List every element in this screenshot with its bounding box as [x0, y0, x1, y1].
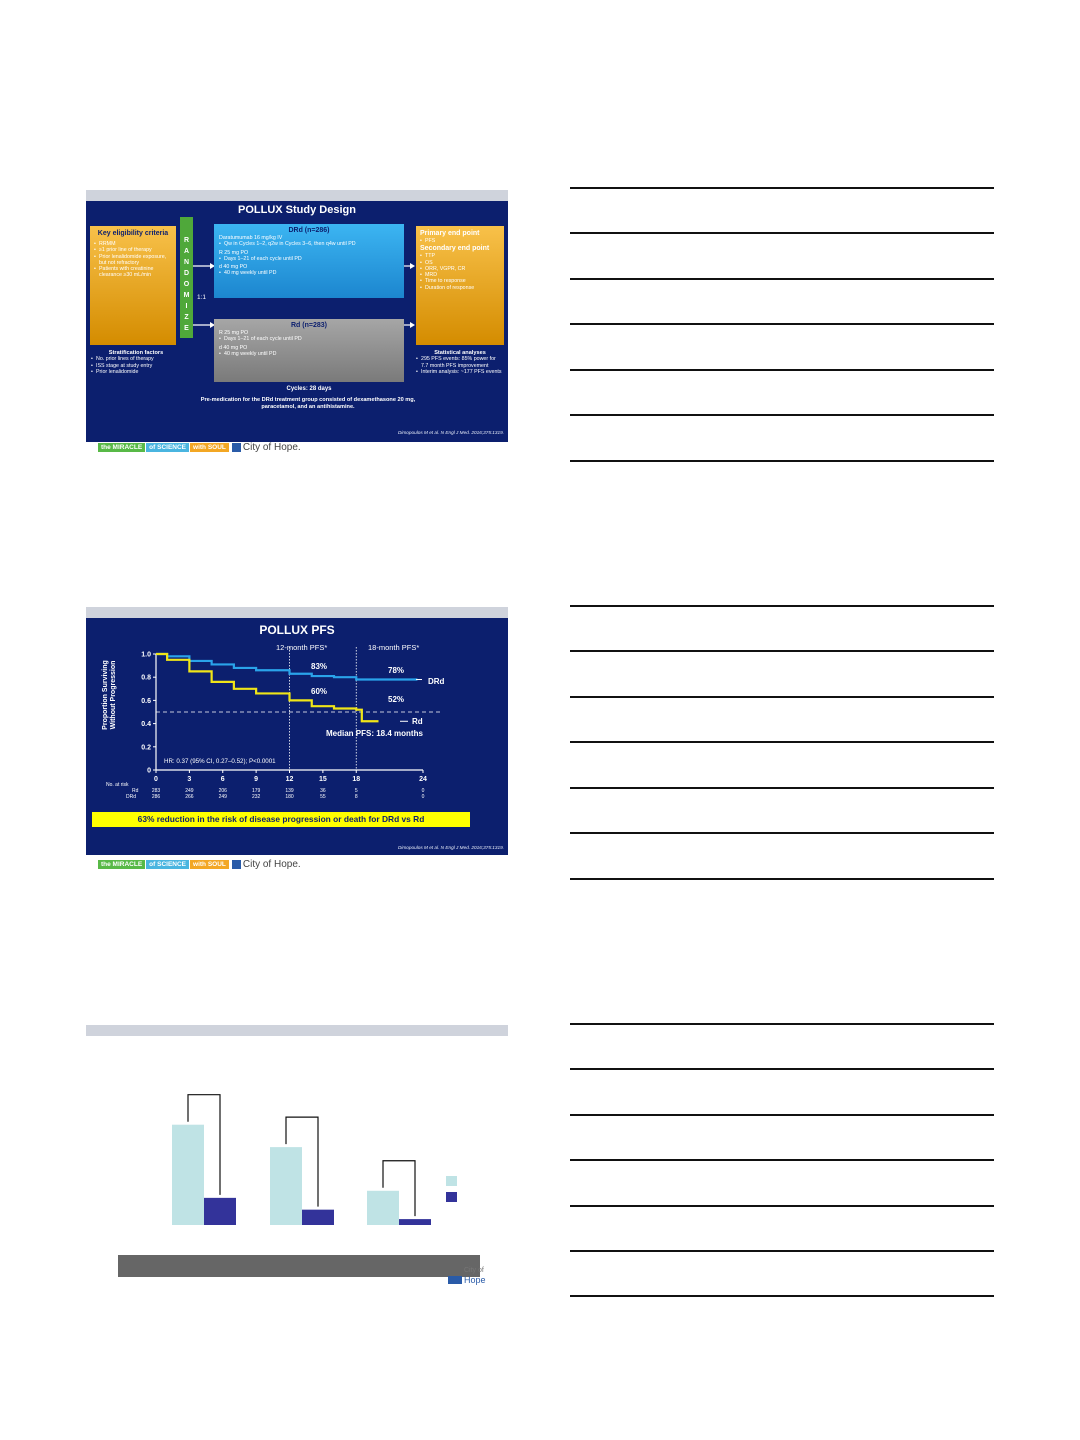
drd-arm-box: [214, 224, 404, 298]
risk-drd-value: 180: [285, 794, 294, 800]
notes-lines-1: [570, 187, 994, 463]
note-line: [570, 741, 994, 743]
risk-drd-value: 249: [218, 794, 227, 800]
randomize-letter: D: [183, 270, 190, 277]
x-tick-label: 9: [254, 776, 259, 783]
callout-banner: 63% reduction in the risk of disease progression or death for DRd vs Rd: [92, 812, 470, 827]
secondary-endpoint-item: • Duration of response: [420, 285, 500, 291]
risk-rd-value: 139: [285, 788, 294, 794]
city-of-hope-icon: [448, 1276, 462, 1284]
risk-rd-value: 5: [354, 788, 358, 794]
ratio-label: 1:1: [197, 294, 207, 301]
rd-arm-text: R 25 mg PO: [219, 330, 249, 336]
risk-rd-value: 0: [421, 788, 425, 794]
city-of-hope-icon: [232, 860, 241, 869]
stratification-item: • Prior lenalidomide: [91, 369, 181, 375]
footer-tag-miracle: the MIRACLE: [98, 443, 145, 452]
pfs18-header: 18-month PFS*: [368, 643, 420, 652]
x-tick-label: 15: [318, 776, 327, 783]
rd-series-label: Rd: [412, 717, 423, 726]
eligibility-item: • Prior lenalidomide exposure, but not refractory: [94, 254, 172, 267]
footer-tag-science: of SCIENCE: [146, 860, 189, 869]
randomize-letter: R: [183, 237, 190, 244]
footer-tag-soul: with SOUL: [190, 443, 229, 452]
secondary-endpoint-item: • Time to response: [420, 278, 500, 284]
footer-tag-soul: with SOUL: [190, 860, 229, 869]
x-tick-label: 12: [285, 776, 294, 783]
drd-arm-text: d 40 mg PO: [219, 264, 248, 271]
notes-lines-2: [570, 605, 994, 881]
drd-series-label: DRd: [428, 677, 445, 686]
eligibility-heading: Key eligibility criteria: [97, 230, 169, 237]
hazard-ratio-label: HR: 0.37 (95% CI, 0.27–0.52); P<0.0001: [164, 758, 276, 765]
y-tick-label: 0.4: [141, 721, 151, 729]
response-slide: [86, 1025, 508, 1295]
secondary-endpoint-item: • MRD: [420, 272, 500, 278]
eligibility-item: • Patients with creatinine clearance ≥30 mL/min: [94, 266, 172, 279]
drd-arm-text: R 25 mg PO: [219, 249, 249, 256]
risk-drd-value: 266: [185, 794, 194, 800]
median-pfs-label: Median PFS: 18.4 months: [326, 729, 423, 738]
pfs12-header: 12-month PFS*: [276, 643, 328, 652]
drd-survival-curve: [156, 654, 417, 680]
y-axis-label-line: Without Progression: [110, 660, 117, 730]
x-tick-label: 24: [419, 776, 427, 783]
stats-item: • 295 PFS events: 85% power for 7.7 month PFS improvement: [416, 356, 504, 369]
note-line: [570, 369, 994, 371]
note-line: [570, 414, 994, 416]
note-line: [570, 278, 994, 280]
stats-item: • Interim analysis: ~177 PFS events: [416, 369, 504, 375]
note-line: [570, 832, 994, 834]
secondary-endpoint-item: • ORR, VGPR, CR: [420, 266, 500, 272]
y-tick-label: 0.8: [141, 674, 151, 682]
note-line: [570, 323, 994, 325]
randomize-letter: N: [183, 259, 190, 266]
x-tick-label: 0: [154, 776, 158, 783]
risk-rd-value: 283: [151, 788, 161, 794]
bottom-banner: [118, 1255, 480, 1277]
y-axis-label: [102, 655, 118, 735]
note-line: [570, 460, 994, 462]
note-line: [570, 650, 994, 652]
drd-arm-bullet: • Days 1–21 of each cycle until PD: [219, 256, 399, 262]
premedication-note: Pre-medication for the DRd treatment group consisted of dexamethasone 20 mg, paracetamol, and an antihistamine.: [200, 397, 416, 410]
city-of-hope-logo: [448, 1267, 508, 1287]
label-52: 52%: [388, 695, 405, 704]
rd-arm-bullet: • 40 mg weekly until PD: [219, 351, 399, 357]
drd-arm-bullet: • 40 mg weekly until PD: [219, 270, 399, 276]
note-line: [570, 1205, 994, 1207]
rd-arm-heading: Rd (n=283): [291, 322, 327, 329]
bar-dark: [204, 1198, 236, 1225]
note-line: [570, 696, 994, 698]
note-line: [570, 787, 994, 789]
risk-rd-value: 179: [251, 788, 261, 794]
secondary-endpoint-item: • TTP: [420, 253, 500, 259]
x-tick-label: 3: [187, 776, 192, 783]
slide-title: POLLUX Study Design: [238, 204, 356, 216]
risk-rd-value: 249: [185, 788, 194, 794]
note-line: [570, 1068, 994, 1070]
secondary-endpoint-heading: Secondary end point: [420, 245, 490, 253]
rd-survival-curve: [156, 654, 379, 721]
eligibility-item: • ≥1 prior line of therapy: [94, 247, 172, 253]
randomize-letter: E: [184, 325, 189, 332]
label-60: 60%: [311, 687, 328, 696]
y-tick-label: 0: [147, 767, 151, 775]
y-tick-label: 1.0: [141, 651, 151, 659]
study-design-slide: [86, 190, 508, 442]
eligibility-item: • RRMM: [94, 241, 172, 247]
secondary-endpoint-item: • OS: [420, 260, 500, 266]
y-axis-label-line: Proportion Surviving: [102, 660, 109, 730]
risk-drd-label: DRd: [126, 794, 137, 800]
risk-drd-value: 286: [151, 794, 161, 800]
note-line: [570, 232, 994, 234]
footer-tag-miracle: the MIRACLE: [98, 860, 145, 869]
legend-swatch-light: [446, 1176, 457, 1186]
y-tick-label: 0.2: [141, 744, 151, 752]
x-tick-label: 18: [352, 776, 361, 783]
rd-arm-box: [214, 319, 404, 382]
rd-arm-text: d 40 mg PO: [219, 344, 248, 351]
risk-rd-value: 36: [320, 788, 326, 794]
drd-arm-bullet: • Qw in Cycles 1–2, q2w in Cycles 3–6, then q4w until PD: [219, 241, 399, 247]
bar-dark: [302, 1210, 334, 1225]
y-tick-label: 0.6: [141, 697, 151, 705]
risk-rd-value: 206: [218, 788, 227, 794]
label-78: 78%: [388, 666, 405, 675]
legend-swatch-dark: [446, 1192, 457, 1202]
bar-dark: [399, 1219, 431, 1225]
label-83: 83%: [311, 662, 328, 671]
city-of-hope-icon: [232, 443, 241, 452]
randomize-letter: I: [185, 303, 188, 310]
risk-table: [86, 782, 508, 804]
randomize-letter: M: [183, 292, 190, 299]
risk-drd-value: 55: [320, 794, 326, 800]
drd-arm-heading: DRd (n=286): [288, 227, 330, 234]
logo-text-line2: Hope: [464, 1275, 486, 1285]
randomize-letter: Z: [184, 314, 189, 321]
note-line: [570, 1114, 994, 1116]
slide-reference: Dimopoulos M et al. N Engl J Med. 2016;375:1319.: [397, 430, 504, 435]
endpoints-box: [416, 226, 504, 345]
bar-light: [270, 1147, 302, 1225]
slide-title: POLLUX PFS: [259, 623, 335, 637]
note-line: [570, 1295, 994, 1297]
risk-drd-value: 232: [251, 794, 261, 800]
stats-heading: Statistical analyses: [434, 350, 486, 356]
x-tick-label: 6: [220, 776, 225, 783]
stratification-heading: Stratification factors: [108, 350, 164, 356]
notes-lines-3: [570, 1023, 994, 1299]
risk-drd-value: 8: [354, 794, 358, 800]
bar-light: [172, 1125, 204, 1225]
slide-reference: Dimopoulos M et al. N Engl J Med. 2016;375:1319.: [397, 845, 504, 850]
note-line: [570, 1250, 994, 1252]
note-line: [570, 1023, 994, 1025]
stratification-item: • ISS stage at study entry: [91, 363, 181, 369]
primary-endpoint-heading: Primary end point: [420, 230, 480, 237]
footer-logo-text: City of Hope.: [242, 858, 301, 870]
note-line: [570, 605, 994, 607]
note-line: [570, 878, 994, 880]
randomize-letter: O: [183, 281, 190, 288]
logo-text-line1: City of: [464, 1267, 484, 1274]
note-line: [570, 1159, 994, 1161]
risk-rd-label: Rd: [132, 788, 139, 794]
randomize-letter: A: [183, 248, 190, 255]
note-line: [570, 187, 994, 189]
risk-drd-value: 0: [421, 794, 425, 800]
footer-tag-science: of SCIENCE: [146, 443, 189, 452]
slide-footer: [98, 858, 301, 870]
slide-footer: [98, 441, 301, 453]
cycles-label: Cycles: 28 days: [286, 386, 332, 392]
rd-arm-bullet: • Days 1–21 of each cycle until PD: [219, 336, 399, 342]
pfs-slide: [86, 607, 508, 855]
stratification-item: • No. prior lines of therapy: [91, 356, 181, 362]
risk-header: No. at risk: [106, 782, 129, 788]
primary-endpoint-item: • PFS: [420, 238, 500, 244]
stats-block: [416, 350, 504, 376]
footer-logo-text: City of Hope.: [242, 441, 301, 453]
drd-arm-text: Daratumumab 16 mg/kg IV: [219, 235, 283, 241]
bar-light: [367, 1191, 399, 1225]
